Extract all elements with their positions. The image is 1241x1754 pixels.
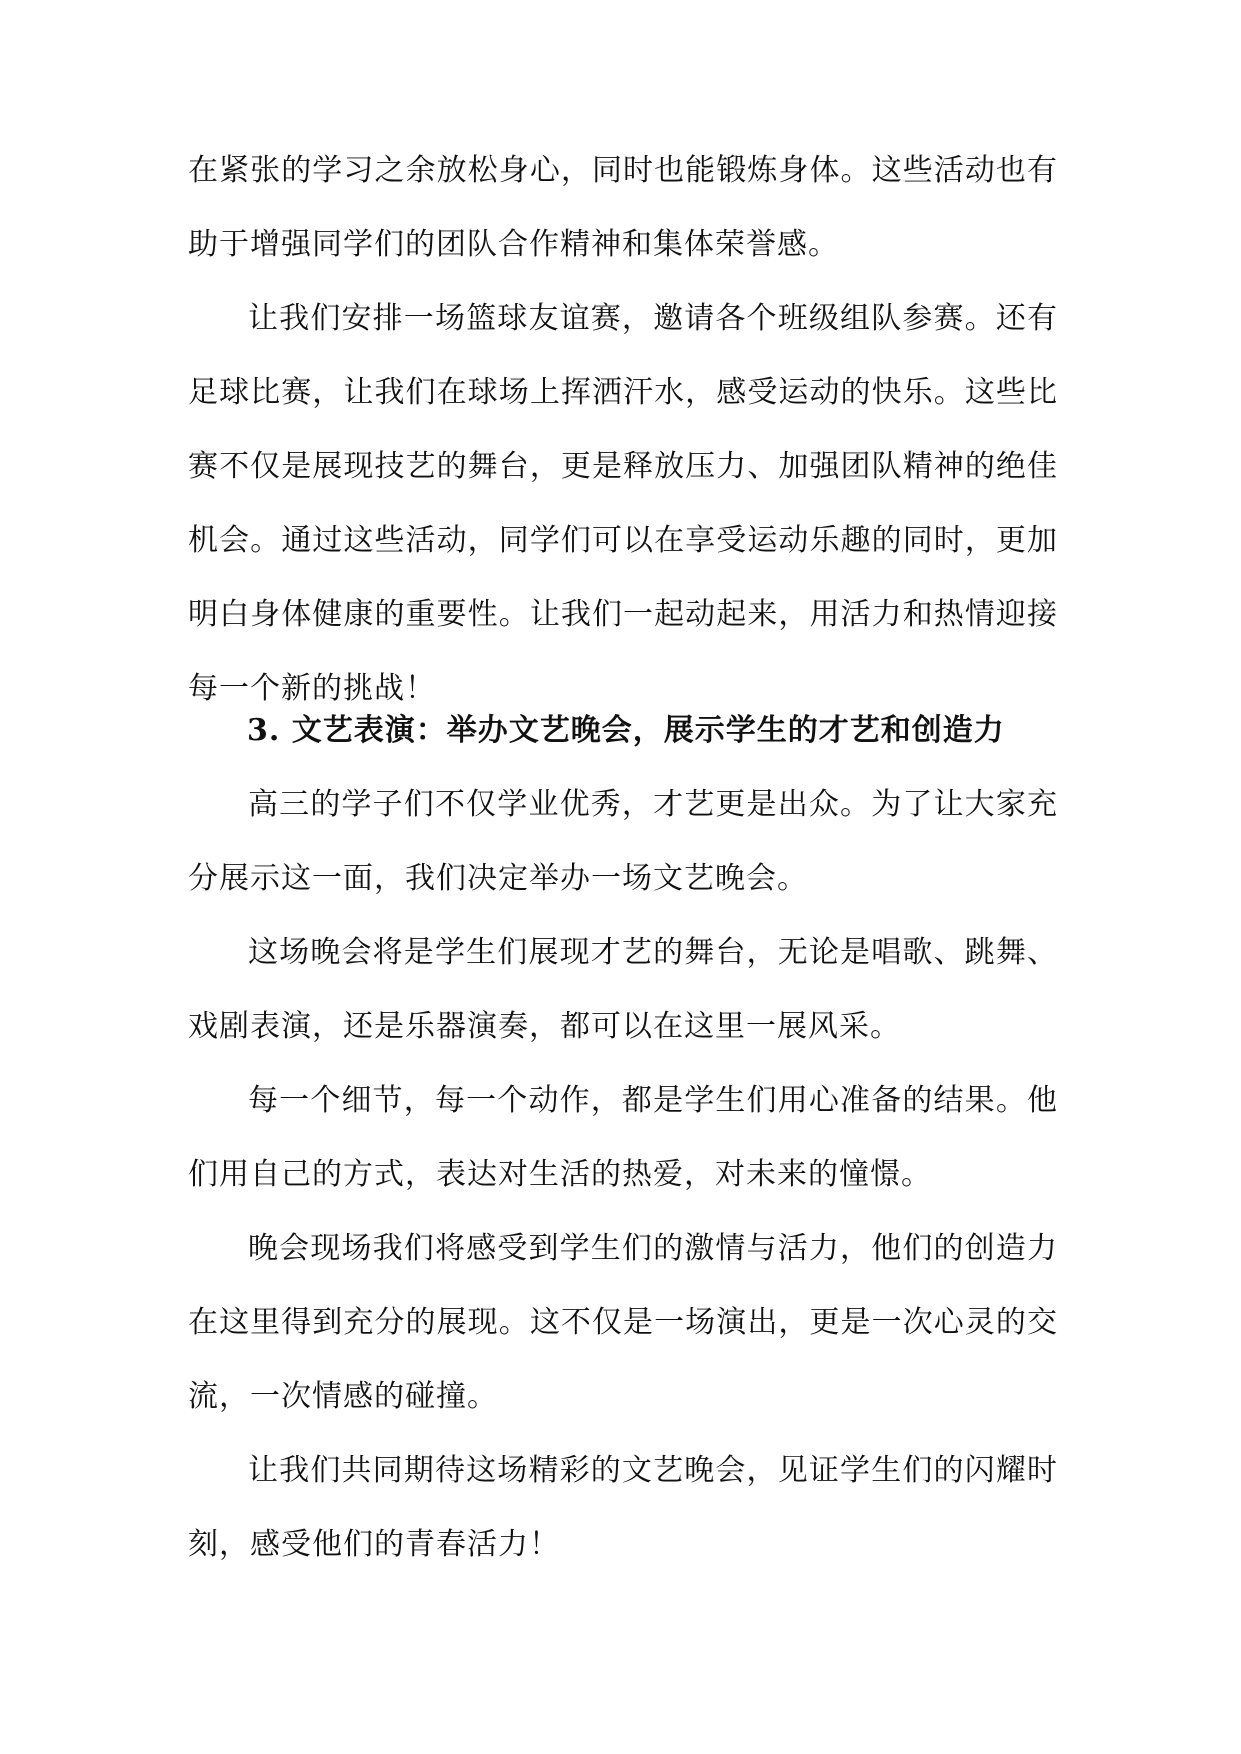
- paragraph-gala-stage: 这场晚会将是学生们展现才艺的舞台，无论是唱歌、跳舞、戏剧表演，还是乐器演奏，都可以在这里一展风采。: [188, 935, 1058, 1044]
- section-heading-art-performance: 3. 文艺表演：举办文艺晚会，展示学生的才艺和创造力: [247, 713, 1005, 748]
- paragraph-sports-matches: 让我们安排一场篮球友谊赛，邀请各个班级组队参赛。还有足球比赛，让我们在球场上挥洒汗水，感受运动的快乐。这些比赛不仅是展现技艺的舞台，更是释放压力、加强团队精神的绝佳机会。通过这些活动，同学们可以在享受运动乐趣的同时，更加明白身体健康的重要性。让我们一起动起来，用活力和热情迎接每一个新的挑战！: [188, 301, 1058, 706]
- paragraph-closing: 让我们共同期待这场精彩的文艺晚会，见证学生们的闪耀时刻，感受他们的青春活力！: [188, 1453, 1058, 1562]
- paragraph-talent-intro: 高三的学子们不仅学业优秀，才艺更是出众。为了让大家充分展示这一面，我们决定举办一场文艺晚会。: [188, 787, 1058, 896]
- paragraph-continuation: 在紧张的学习之余放松身心，同时也能锻炼身体。这些活动也有助于增强同学们的团队合作精神和集体荣誉感。: [188, 153, 1058, 262]
- paragraph-preparation: 每一个细节，每一个动作，都是学生们用心准备的结果。他们用自己的方式，表达对生活的热爱，对未来的憧憬。: [188, 1083, 1058, 1192]
- paragraph-gala-atmosphere: 晚会现场我们将感受到学生们的激情与活力，他们的创造力在这里得到充分的展现。这不仅是一场演出，更是一次心灵的交流，一次情感的碰撞。: [188, 1231, 1058, 1414]
